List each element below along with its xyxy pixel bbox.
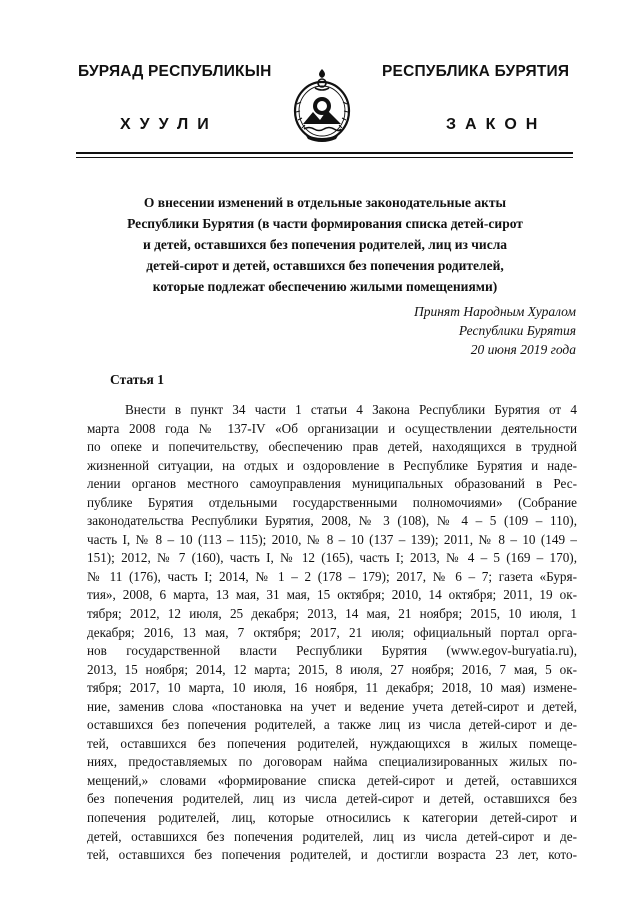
adoption-line: Республики Бурятия	[458, 323, 576, 338]
body-line: детей, оставшихся без попечения родителей, лиц из числа детей-сирот и де-	[87, 828, 577, 844]
body-line: 2013, 15 ноября; 2014, 12 марта; 2015, 8 июля, 27 ноября; 2016, 7 мая, 5 ок-	[87, 661, 577, 677]
law-title-line: О внесении изменений в отдельные законодательные акты	[143, 195, 507, 210]
law-title	[70, 192, 580, 297]
body-line: ниях, предоставляемых по договорам найма специализированных жилых по-	[87, 754, 577, 770]
coat-of-arms-emblem-icon	[291, 66, 353, 144]
article-heading: Статья 1	[110, 372, 164, 387]
body-line: тия», 2008, 6 марта, 13 мая, 31 мая, 15 октября; 2010, 14 октября; 2011, 19 ок-	[87, 587, 577, 603]
body-line: тября; 2017, 10 марта, 10 июля, 16 ноября, 11 декабря; 2018, 10 мая) измене-	[87, 680, 577, 696]
law-title-line: которые подлежат обеспечению жилыми помещениями)	[152, 279, 498, 294]
body-line: 151); 2012, № 7 (160), часть I, № 12 (165), часть I; 2013, № 4 – 5 (169 – 170),	[87, 550, 577, 566]
header-left-doc-type: ХУУЛИ	[120, 116, 218, 133]
body-line: нов государственной власти Республики Бурятия (www.egov-buryatia.ru),	[87, 643, 577, 659]
body-line: декабря; 2016, 13 мая, 7 октября; 2017, 21 июля; официальный портал орга-	[87, 624, 577, 640]
body-line: жизненной ситуации, на отдых и оздоровление в Республике Бурятия и наде-	[87, 457, 577, 473]
adoption-line: Принят Народным Хуралом	[413, 304, 576, 319]
header-left-title: БУРЯАД РЕСПУБЛИКЫН	[78, 63, 272, 80]
body-line: часть I, № 8 – 10 (113 – 115); 2010, № 8 – 10 (137 – 139); 2011, № 8 – 10 (149 –	[87, 531, 577, 547]
body-line: без попечения родителей, лиц из числа детей-сирот и детей, оставшихся без	[87, 791, 577, 807]
law-title-line: Республики Бурятия (в части формирования списка детей-сирот	[127, 216, 523, 231]
body-line: марта 2008 года № 137-IV «Об организации и осуществлении деятельности	[87, 420, 577, 436]
body-line: попечения родителей, лиц, которые относились к категории детей-сирот и	[87, 810, 577, 826]
body-line: № 11 (176), часть I; 2014, № 1 – 2 (178 – 179); 2017, № 6 – 7; газета «Буря-	[87, 568, 577, 584]
body-line: законодательства Республики Бурятия, 2008, № 3 (108), № 4 – 5 (109 – 110),	[87, 513, 577, 529]
header-right-title: РЕСПУБЛИКА БУРЯТИЯ	[382, 63, 570, 80]
body-line: лении органов местного самоуправления муниципальных образований в Рес-	[87, 476, 577, 492]
law-title-line: детей-сирот и детей, оставшихся без попечения родителей,	[146, 258, 504, 273]
header-right-doc-type: ЗАКОН	[446, 116, 547, 133]
body-line: тября; 2012, 12 июля, 25 декабря; 2013, 14 мая, 21 ноября; 2015, 10 июля, 1	[87, 606, 577, 622]
adoption-note	[414, 302, 576, 359]
body-line: тей, оставшихся без попечения родителей, и достигли возраста 23 лет, кото-	[87, 847, 577, 863]
adoption-date: 20 июня 2019 года	[470, 342, 576, 357]
header-divider-thin	[76, 157, 573, 158]
body-line: мещений,» словами «формирование списка детей-сирот и детей, оставшихся	[87, 772, 577, 788]
law-title-line: и детей, оставшихся без попечения родителей, лиц из числа	[142, 237, 508, 252]
body-line: тей, оставшихся без попечения родителей, нуждающихся в жилых помеще-	[87, 735, 577, 751]
body-line: по опеке и попечительству, обеспечению прав детей, находящихся в трудной	[87, 439, 577, 455]
body-line: оставшихся без попечения родителей, а также лиц из числа детей-сирот и де-	[87, 717, 577, 733]
header-divider-thick	[76, 152, 573, 154]
body-line: ние, заменив слова «постановка на учет и ведение учета детей-сирот и детей,	[87, 698, 577, 714]
article-body	[87, 401, 577, 865]
body-line: Внести в пункт 34 части 1 статьи 4 Закона Республики Бурятия от 4	[125, 402, 577, 417]
body-line: публике Бурятия отдельными государственными полномочиями» (Собрание	[87, 494, 577, 510]
